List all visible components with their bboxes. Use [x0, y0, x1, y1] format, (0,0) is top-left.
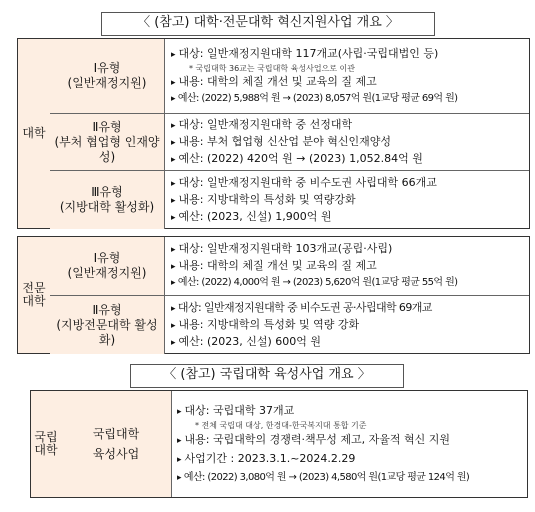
type-sub: (일반재정지원): [67, 76, 147, 90]
bullet-icon: ▸: [171, 178, 176, 189]
bullet-icon: ▸: [171, 212, 176, 223]
list-item: ▸ 대상: 국립대학 37개교: [177, 403, 295, 417]
bullet-icon: ▸: [171, 262, 176, 272]
bullet-icon: ▸: [177, 406, 182, 417]
category-university-label: 대학: [22, 126, 46, 140]
type-name: Ⅱ유형: [92, 302, 122, 317]
type-cell: [50, 296, 165, 354]
table-junior-college: [17, 236, 530, 354]
section-title-1-text: 〈 (참고) 대학·전문대학 혁신지원사업 개요 〉: [137, 15, 399, 30]
type-sub: 육성사업: [92, 447, 140, 461]
table-row: [50, 237, 529, 295]
type-sub: (일반재정지원): [67, 266, 147, 280]
bullet-icon: ▸: [171, 195, 176, 206]
list-item: ▸ 내용: 부처 협업형 신산업 분야 혁신인재양성: [171, 135, 391, 148]
list-item: ▸ 대상: 일반재정지원대학 중 선정대학: [171, 118, 353, 131]
list-item: ▸ 대상: 일반재정지원대학 117개교(사립·국립대법인 등): [171, 46, 439, 60]
bullet-icon: ▸: [171, 93, 175, 104]
category-junior-college: [18, 237, 51, 353]
bullet-icon: ▸: [171, 278, 175, 288]
type-sub: (부처 협업형 인재양성): [54, 135, 160, 164]
table-row: [50, 39, 529, 113]
section-title-1: [101, 12, 435, 36]
bullet-icon: ▸: [171, 77, 176, 88]
list-item: ▸ 예산: (2023, 신설) 600억 원: [171, 334, 322, 348]
table-row: [61, 391, 527, 497]
list-item: ▸ 내용: 대학의 체질 개선 및 교육의 질 제고: [171, 259, 377, 272]
table-university: [17, 38, 530, 229]
table-row: [50, 113, 529, 171]
type-cell: [50, 114, 165, 171]
list-item: ▸ 내용: 지방대학의 특성화 및 역량강화: [171, 192, 356, 206]
bullet-icon: ▸: [171, 49, 176, 60]
type-name: Ⅰ유형: [93, 61, 121, 75]
category-national-university: [31, 391, 62, 497]
category-national-university-label: 국립대학: [34, 430, 58, 457]
type-cell: [50, 237, 165, 295]
bullet-icon: ▸: [177, 472, 181, 483]
type-sub: (지방대학 활성화): [59, 200, 155, 214]
list-item: ▸ 사업기간 : 2023.3.1.~2024.2.29: [177, 451, 356, 465]
footnote: * 전체 국립대 대상, 한경대-한국복지대 통합 기준: [195, 420, 367, 430]
content-cell: [171, 39, 525, 113]
content-cell: [171, 114, 525, 171]
content-cell: [171, 237, 525, 295]
content-cell: [177, 391, 523, 497]
category-junior-college-label: 전문대학: [22, 281, 46, 308]
section-title-2: [130, 364, 404, 388]
bullet-icon: ▸: [171, 121, 176, 131]
type-cell: [50, 39, 165, 113]
bullet-icon: ▸: [171, 155, 176, 165]
list-item: ▸ 내용: 대학의 체질 개선 및 교육의 질 제고: [171, 74, 377, 88]
content-cell: [171, 171, 525, 229]
content-cell: [171, 296, 525, 354]
bullet-icon: ▸: [171, 303, 175, 314]
type-cell: [61, 391, 172, 497]
list-item: ▸ 예산: (2023, 신설) 1,900억 원: [171, 209, 332, 223]
category-university: [18, 39, 51, 228]
type-name: Ⅱ유형: [92, 120, 122, 134]
list-item: ▸ 대상: 일반재정지원대학 중 비수도권 공·사립대학 69개교: [171, 300, 432, 314]
section-title-2-text: 〈 (참고) 국립대학 육성사업 개요 〉: [163, 367, 371, 382]
bullet-icon: ▸: [171, 337, 176, 348]
table-national-university: [30, 390, 528, 498]
list-item: ▸ 대상: 일반재정지원대학 중 비수도권 사립대학 66개교: [171, 175, 437, 189]
bullet-icon: ▸: [171, 320, 176, 331]
list-item: ▸ 내용: 국립대학의 경쟁력·책무성 제고, 자율적 혁신 지원: [177, 432, 450, 446]
list-item: ▸ 예산: (2022) 420억 원 → (2023) 1,052.84억 원: [171, 152, 423, 165]
bullet-icon: ▸: [171, 245, 176, 255]
bullet-icon: ▸: [177, 435, 182, 446]
type-name: Ⅰ유형: [93, 251, 121, 265]
list-item: ▸ 예산: (2022) 3,080억 원 → (2023) 4,580억 원(1교당 평균 124억 원): [177, 471, 470, 483]
list-item: ▸ 예산: (2022) 4,000억 원 → (2023) 5,620억 원(1교당 평균 55억 원): [171, 277, 458, 288]
bullet-icon: ▸: [177, 454, 182, 465]
bullet-icon: ▸: [171, 138, 176, 148]
list-item: ▸ 내용: 지방대학의 특성화 및 역량 강화: [171, 317, 360, 331]
table-row: [50, 170, 529, 229]
table-row: [50, 295, 529, 354]
list-item: ▸ 예산: (2022) 5,988억 원 → (2023) 8,057억 원(1교당 평균 69억 원): [171, 92, 458, 104]
type-cell: [50, 171, 165, 229]
list-item: ▸ 대상: 일반재정지원대학 103개교(공립·사립): [171, 242, 393, 255]
type-name: 국립대학: [92, 427, 140, 441]
type-name: Ⅲ유형: [91, 185, 123, 199]
type-sub: (지방전문대학 활성화): [56, 317, 158, 347]
footnote: * 국립대학 36교는 국립대학 육성사업으로 이관: [189, 63, 355, 73]
